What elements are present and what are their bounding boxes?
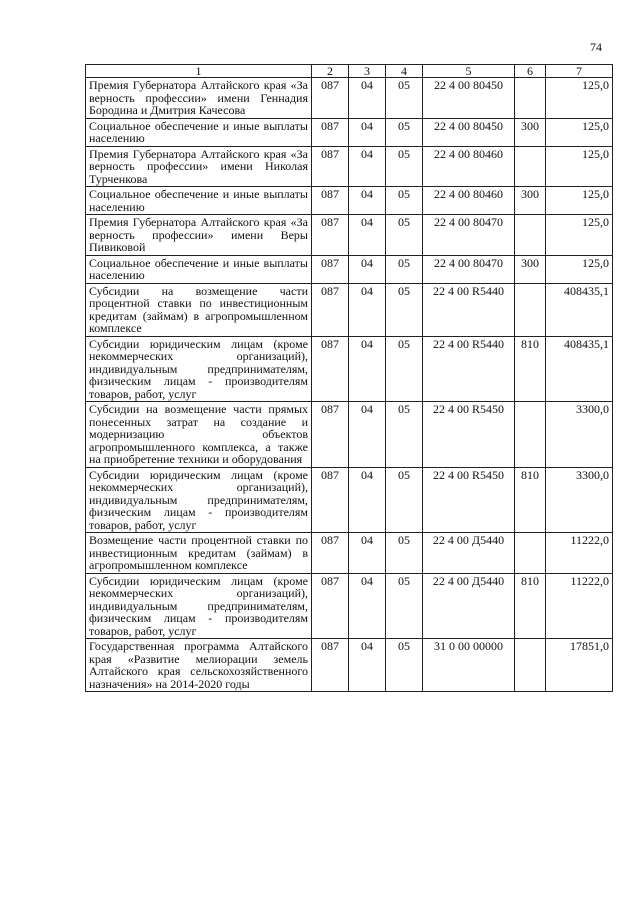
row-name-cell: Субсидии на возмещение части прямых понесенных затрат на создание и модернизацию объектов агропромышленного комплекса, а также на приобретение техники и оборудования	[86, 402, 312, 468]
target-article-cell: 22 4 00 80460	[423, 187, 515, 215]
section-code-cell: 04	[349, 639, 386, 692]
target-article-cell: 22 4 00 Д5440	[423, 533, 515, 574]
header-cell: 5	[423, 65, 515, 78]
target-article-cell: 22 4 00 Д5440	[423, 573, 515, 639]
section-code-cell: 04	[349, 215, 386, 256]
ministry-code-cell: 087	[312, 215, 349, 256]
subsection-code-cell: 05	[386, 215, 423, 256]
target-article-cell: 22 4 00 R5440	[423, 283, 515, 336]
header-cell: 2	[312, 65, 349, 78]
row-name-cell: Субсидии на возмещение части процентной ставки по инвестиционным кредитам (займам) в агропромышленном комплексе	[86, 283, 312, 336]
table-row	[86, 187, 613, 215]
row-name-cell: Возмещение части процентной ставки по инвестиционным кредитам (займам) в агропромышленном комплексе	[86, 533, 312, 574]
expense-type-cell	[515, 215, 546, 256]
row-name-cell: Государственная программа Алтайского края «Развитие мелиорации земель Алтайского края сельскохозяйственного назначения» на 2014-2020 годы	[86, 639, 312, 692]
subsection-code-cell: 05	[386, 467, 423, 533]
expense-type-cell	[515, 639, 546, 692]
page-number: 74	[590, 40, 602, 54]
header-cell: 3	[349, 65, 386, 78]
subsection-code-cell: 05	[386, 146, 423, 187]
subsection-code-cell: 05	[386, 533, 423, 574]
section-code-cell: 04	[349, 336, 386, 402]
section-code-cell: 04	[349, 533, 386, 574]
ministry-code-cell: 087	[312, 255, 349, 283]
target-article-cell: 22 4 00 80460	[423, 146, 515, 187]
amount-cell: 125,0	[546, 187, 613, 215]
section-code-cell: 04	[349, 467, 386, 533]
expense-type-cell: 810	[515, 467, 546, 533]
amount-cell: 125,0	[546, 118, 613, 146]
target-article-cell: 22 4 00 80450	[423, 78, 515, 119]
amount-cell: 125,0	[546, 78, 613, 119]
table-row	[86, 283, 613, 336]
budget-table	[85, 64, 613, 692]
table-row	[86, 146, 613, 187]
expense-type-cell: 300	[515, 118, 546, 146]
table-row	[86, 533, 613, 574]
expense-type-cell	[515, 146, 546, 187]
target-article-cell: 22 4 00 R5450	[423, 402, 515, 468]
target-article-cell: 31 0 00 00000	[423, 639, 515, 692]
ministry-code-cell: 087	[312, 336, 349, 402]
row-name-cell: Субсидии юридическим лицам (кроме некоммерческих организаций), индивидуальным предпринимателям, физическим лицам - производителям товаров, работ, услуг	[86, 467, 312, 533]
section-code-cell: 04	[349, 78, 386, 119]
expense-type-cell: 810	[515, 336, 546, 402]
target-article-cell: 22 4 00 R5440	[423, 336, 515, 402]
amount-cell: 11222,0	[546, 533, 613, 574]
amount-cell: 125,0	[546, 215, 613, 256]
target-article-cell: 22 4 00 80470	[423, 215, 515, 256]
header-cell: 4	[386, 65, 423, 78]
header-cell: 1	[86, 65, 312, 78]
table-row	[86, 215, 613, 256]
target-article-cell: 22 4 00 R5450	[423, 467, 515, 533]
table-row	[86, 402, 613, 468]
row-name-cell: Социальное обеспечение и иные выплаты населению	[86, 187, 312, 215]
section-code-cell: 04	[349, 402, 386, 468]
row-name-cell: Социальное обеспечение и иные выплаты населению	[86, 255, 312, 283]
ministry-code-cell: 087	[312, 533, 349, 574]
header-cell: 6	[515, 65, 546, 78]
subsection-code-cell: 05	[386, 78, 423, 119]
subsection-code-cell: 05	[386, 283, 423, 336]
ministry-code-cell: 087	[312, 187, 349, 215]
target-article-cell: 22 4 00 80470	[423, 255, 515, 283]
subsection-code-cell: 05	[386, 255, 423, 283]
subsection-code-cell: 05	[386, 639, 423, 692]
expense-type-cell: 810	[515, 573, 546, 639]
section-code-cell: 04	[349, 146, 386, 187]
subsection-code-cell: 05	[386, 336, 423, 402]
ministry-code-cell: 087	[312, 573, 349, 639]
section-code-cell: 04	[349, 573, 386, 639]
row-name-cell: Субсидии юридическим лицам (кроме некоммерческих организаций), индивидуальным предпринимателям, физическим лицам - производителям товаров, работ, услуг	[86, 336, 312, 402]
ministry-code-cell: 087	[312, 118, 349, 146]
row-name-cell: Социальное обеспечение и иные выплаты населению	[86, 118, 312, 146]
row-name-cell: Премия Губернатора Алтайского края «За верность профессии» имени Николая Турченкова	[86, 146, 312, 187]
ministry-code-cell: 087	[312, 283, 349, 336]
amount-cell: 3300,0	[546, 467, 613, 533]
subsection-code-cell: 05	[386, 118, 423, 146]
table-row	[86, 336, 613, 402]
table-row	[86, 573, 613, 639]
subsection-code-cell: 05	[386, 402, 423, 468]
ministry-code-cell: 087	[312, 146, 349, 187]
expense-type-cell	[515, 533, 546, 574]
ministry-code-cell: 087	[312, 78, 349, 119]
section-code-cell: 04	[349, 118, 386, 146]
table-row	[86, 78, 613, 119]
subsection-code-cell: 05	[386, 573, 423, 639]
table-row	[86, 118, 613, 146]
row-name-cell: Премия Губернатора Алтайского края «За верность профессии» имени Веры Пивиковой	[86, 215, 312, 256]
section-code-cell: 04	[349, 255, 386, 283]
expense-type-cell	[515, 402, 546, 468]
expense-type-cell: 300	[515, 255, 546, 283]
target-article-cell: 22 4 00 80450	[423, 118, 515, 146]
table-header-row	[86, 65, 613, 78]
row-name-cell: Субсидии юридическим лицам (кроме некоммерческих организаций), индивидуальным предпринимателям, физическим лицам - производителям товаров, работ, услуг	[86, 573, 312, 639]
amount-cell: 3300,0	[546, 402, 613, 468]
expense-type-cell	[515, 283, 546, 336]
table-row	[86, 639, 613, 692]
row-name-cell: Премия Губернатора Алтайского края «За верность профессии» имени Геннадия Бородина и Дмитрия Качесова	[86, 78, 312, 119]
amount-cell: 408435,1	[546, 336, 613, 402]
expense-type-cell: 300	[515, 187, 546, 215]
section-code-cell: 04	[349, 187, 386, 215]
amount-cell: 125,0	[546, 146, 613, 187]
ministry-code-cell: 087	[312, 467, 349, 533]
table-row	[86, 255, 613, 283]
amount-cell: 17851,0	[546, 639, 613, 692]
table-row	[86, 467, 613, 533]
section-code-cell: 04	[349, 283, 386, 336]
expense-type-cell	[515, 78, 546, 119]
amount-cell: 408435,1	[546, 283, 613, 336]
ministry-code-cell: 087	[312, 402, 349, 468]
ministry-code-cell: 087	[312, 639, 349, 692]
table-body	[86, 65, 613, 692]
amount-cell: 125,0	[546, 255, 613, 283]
subsection-code-cell: 05	[386, 187, 423, 215]
header-cell: 7	[546, 65, 613, 78]
amount-cell: 11222,0	[546, 573, 613, 639]
